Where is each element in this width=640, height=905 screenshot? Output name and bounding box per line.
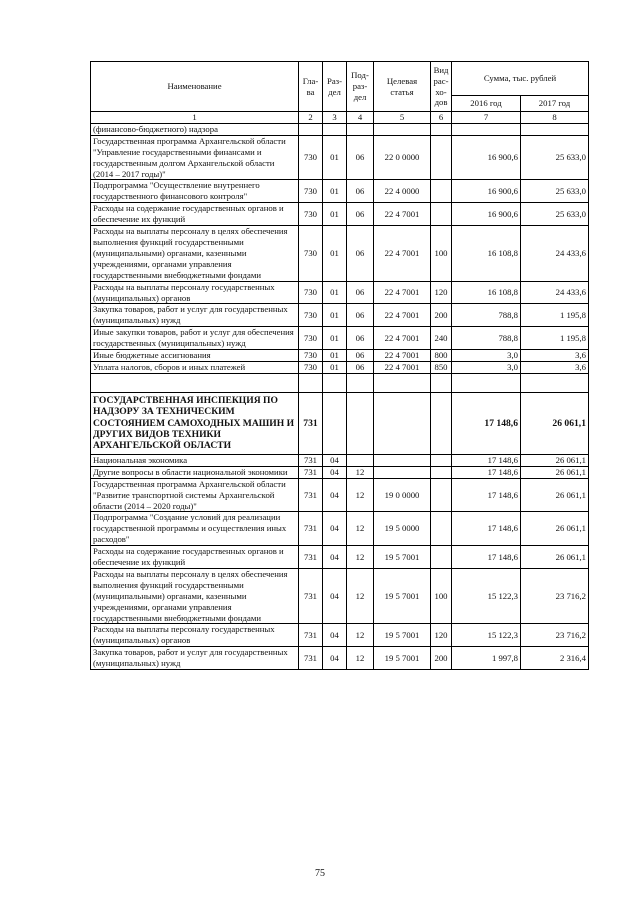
cell-razdel: 04 <box>323 454 347 466</box>
empty-cell <box>452 373 521 392</box>
cell-glava: 730 <box>299 350 323 362</box>
cell-glava: 730 <box>299 281 323 304</box>
cell-sum-2016: 17 148,6 <box>452 478 521 512</box>
empty-cell <box>347 373 374 392</box>
cell-article: 22 4 7001 <box>374 350 431 362</box>
cell-glava: 731 <box>299 478 323 512</box>
cell-podrazdel: 12 <box>347 546 374 569</box>
cell-vid <box>431 392 452 454</box>
cell-podrazdel: 06 <box>347 203 374 226</box>
cell-vid <box>431 123 452 135</box>
cell-name: Подпрограмма "Осуществление внутреннего государственного финансового контроля" <box>91 180 299 203</box>
column-number: 2 <box>299 112 323 124</box>
cell-vid: 100 <box>431 226 452 282</box>
cell-article <box>374 392 431 454</box>
cell-glava: 731 <box>299 568 323 624</box>
empty-cell <box>431 373 452 392</box>
cell-sum-2017: 1 195,8 <box>521 327 589 350</box>
cell-sum-2016 <box>452 123 521 135</box>
col-header-2016: 2016 год <box>452 96 521 112</box>
cell-name: Расходы на выплаты персоналу государственных (муниципальных) органов <box>91 624 299 647</box>
cell-article: 19 5 7001 <box>374 624 431 647</box>
cell-razdel <box>323 392 347 454</box>
cell-name: Расходы на содержание государственных органов и обеспечение их функций <box>91 203 299 226</box>
cell-article: 22 4 7001 <box>374 304 431 327</box>
cell-sum-2016: 788,8 <box>452 327 521 350</box>
table-row <box>91 568 589 624</box>
cell-article: 19 5 0000 <box>374 512 431 546</box>
col-header-article: Целевая статья <box>374 62 431 112</box>
cell-article: 22 4 7001 <box>374 327 431 350</box>
cell-sum-2016: 16 108,8 <box>452 226 521 282</box>
col-header-razdel: Раз- дел <box>323 62 347 112</box>
column-number: 8 <box>521 112 589 124</box>
cell-vid: 240 <box>431 327 452 350</box>
empty-cell <box>299 373 323 392</box>
cell-vid: 200 <box>431 304 452 327</box>
col-header-glava: Гла- ва <box>299 62 323 112</box>
col-header-sum: Сумма, тыс. рублей <box>452 62 589 96</box>
table-row <box>91 135 589 180</box>
cell-podrazdel: 12 <box>347 624 374 647</box>
table-row <box>91 361 589 373</box>
cell-razdel: 04 <box>323 647 347 670</box>
column-number: 1 <box>91 112 299 124</box>
table-row <box>91 624 589 647</box>
cell-sum-2017: 25 633,0 <box>521 180 589 203</box>
empty-cell <box>374 373 431 392</box>
cell-glava: 731 <box>299 512 323 546</box>
table-row <box>91 350 589 362</box>
cell-vid <box>431 180 452 203</box>
cell-sum-2017: 3,6 <box>521 361 589 373</box>
cell-vid <box>431 135 452 180</box>
cell-sum-2017: 24 433,6 <box>521 226 589 282</box>
cell-vid: 200 <box>431 647 452 670</box>
cell-vid <box>431 512 452 546</box>
cell-razdel <box>323 123 347 135</box>
cell-glava: 731 <box>299 546 323 569</box>
cell-article <box>374 123 431 135</box>
cell-razdel: 04 <box>323 512 347 546</box>
cell-sum-2016: 15 122,3 <box>452 624 521 647</box>
cell-sum-2016: 16 900,6 <box>452 203 521 226</box>
cell-sum-2017: 26 061,1 <box>521 392 589 454</box>
cell-sum-2017: 23 716,2 <box>521 568 589 624</box>
cell-vid <box>431 478 452 512</box>
cell-glava: 731 <box>299 647 323 670</box>
cell-sum-2016: 788,8 <box>452 304 521 327</box>
cell-podrazdel: 06 <box>347 180 374 203</box>
table-row <box>91 546 589 569</box>
table-row <box>91 304 589 327</box>
cell-glava: 731 <box>299 624 323 647</box>
cell-razdel: 01 <box>323 361 347 373</box>
table-body <box>91 123 589 669</box>
cell-podrazdel: 06 <box>347 226 374 282</box>
cell-glava: 731 <box>299 466 323 478</box>
cell-sum-2017: 23 716,2 <box>521 624 589 647</box>
cell-vid <box>431 466 452 478</box>
column-number: 7 <box>452 112 521 124</box>
column-number: 3 <box>323 112 347 124</box>
cell-vid <box>431 546 452 569</box>
cell-podrazdel: 06 <box>347 350 374 362</box>
budget-table <box>90 61 589 670</box>
cell-glava: 730 <box>299 180 323 203</box>
table-row <box>91 466 589 478</box>
cell-podrazdel <box>347 123 374 135</box>
cell-name: Закупка товаров, работ и услуг для государственных (муниципальных) нужд <box>91 647 299 670</box>
table-row <box>91 203 589 226</box>
cell-razdel: 01 <box>323 281 347 304</box>
cell-article: 22 4 0000 <box>374 180 431 203</box>
col-header-name: Наименование <box>91 62 299 112</box>
cell-razdel: 01 <box>323 203 347 226</box>
col-header-vid: Вид рас- хо- дов <box>431 62 452 112</box>
cell-glava: 730 <box>299 135 323 180</box>
cell-sum-2016: 17 148,6 <box>452 454 521 466</box>
cell-podrazdel: 12 <box>347 478 374 512</box>
cell-podrazdel: 12 <box>347 466 374 478</box>
cell-podrazdel <box>347 392 374 454</box>
cell-article: 22 0 0000 <box>374 135 431 180</box>
cell-sum-2017: 25 633,0 <box>521 203 589 226</box>
cell-sum-2016: 17 148,6 <box>452 392 521 454</box>
cell-sum-2016: 3,0 <box>452 361 521 373</box>
table-row <box>91 512 589 546</box>
column-number: 5 <box>374 112 431 124</box>
cell-razdel: 04 <box>323 466 347 478</box>
cell-sum-2017: 2 316,4 <box>521 647 589 670</box>
cell-sum-2017: 24 433,6 <box>521 281 589 304</box>
cell-article <box>374 466 431 478</box>
cell-vid: 120 <box>431 624 452 647</box>
cell-razdel: 04 <box>323 546 347 569</box>
cell-sum-2017: 26 061,1 <box>521 466 589 478</box>
cell-sum-2016: 17 148,6 <box>452 546 521 569</box>
cell-article: 19 5 7001 <box>374 568 431 624</box>
table-row <box>91 327 589 350</box>
cell-name: Расходы на выплаты персоналу в целях обеспечения выполнения функций государственными (муниципальными) органами, казенными учреждениями, органами управления государственными внебюджетными фондами <box>91 568 299 624</box>
cell-sum-2016: 17 148,6 <box>452 512 521 546</box>
cell-article: 19 0 0000 <box>374 478 431 512</box>
table-row <box>91 226 589 282</box>
cell-name: Государственная программа Архангельской области "Управление государственными финансами и государственным долгом Архангельской области (2014 – 2017 годы)" <box>91 135 299 180</box>
cell-sum-2017: 3,6 <box>521 350 589 362</box>
cell-name: Расходы на выплаты персоналу в целях обеспечения выполнения функций государственными (муниципальными) органами, казенными учреждениями, органами управления государственными внебюджетными фондами <box>91 226 299 282</box>
table-row <box>91 123 589 135</box>
cell-name: Иные бюджетные ассигнования <box>91 350 299 362</box>
cell-podrazdel: 06 <box>347 135 374 180</box>
cell-razdel: 01 <box>323 180 347 203</box>
cell-glava: 730 <box>299 226 323 282</box>
cell-article: 22 4 7001 <box>374 361 431 373</box>
cell-razdel: 01 <box>323 327 347 350</box>
cell-sum-2016: 17 148,6 <box>452 466 521 478</box>
cell-article <box>374 454 431 466</box>
page-number: 75 <box>315 868 325 879</box>
table-row <box>91 478 589 512</box>
cell-article: 22 4 7001 <box>374 226 431 282</box>
cell-razdel: 01 <box>323 350 347 362</box>
organization-row <box>91 392 589 454</box>
cell-article: 22 4 7001 <box>374 203 431 226</box>
cell-name: (финансово-бюджетного) надзора <box>91 123 299 135</box>
cell-podrazdel: 12 <box>347 568 374 624</box>
cell-name: Закупка товаров, работ и услуг для государственных (муниципальных) нужд <box>91 304 299 327</box>
table-row <box>91 281 589 304</box>
cell-razdel: 01 <box>323 226 347 282</box>
cell-razdel: 04 <box>323 624 347 647</box>
cell-article: 22 4 7001 <box>374 281 431 304</box>
cell-vid: 800 <box>431 350 452 362</box>
cell-sum-2016: 1 997,8 <box>452 647 521 670</box>
column-number: 6 <box>431 112 452 124</box>
cell-podrazdel <box>347 454 374 466</box>
cell-sum-2016: 15 122,3 <box>452 568 521 624</box>
cell-glava: 731 <box>299 392 323 454</box>
cell-name: Расходы на содержание государственных органов и обеспечение их функций <box>91 546 299 569</box>
cell-sum-2017: 26 061,1 <box>521 478 589 512</box>
cell-glava: 730 <box>299 327 323 350</box>
cell-article: 19 5 7001 <box>374 647 431 670</box>
cell-glava <box>299 123 323 135</box>
cell-vid: 120 <box>431 281 452 304</box>
cell-article: 19 5 7001 <box>374 546 431 569</box>
cell-glava: 730 <box>299 304 323 327</box>
cell-razdel: 04 <box>323 568 347 624</box>
cell-vid: 100 <box>431 568 452 624</box>
col-header-podrazdel: Под- раз- дел <box>347 62 374 112</box>
cell-sum-2017: 26 061,1 <box>521 546 589 569</box>
cell-razdel: 04 <box>323 478 347 512</box>
cell-sum-2017 <box>521 123 589 135</box>
cell-podrazdel: 12 <box>347 512 374 546</box>
cell-sum-2016: 16 108,8 <box>452 281 521 304</box>
cell-sum-2016: 16 900,6 <box>452 180 521 203</box>
column-number: 4 <box>347 112 374 124</box>
cell-sum-2017: 26 061,1 <box>521 454 589 466</box>
cell-sum-2016: 3,0 <box>452 350 521 362</box>
cell-glava: 730 <box>299 203 323 226</box>
empty-cell <box>521 373 589 392</box>
cell-glava: 731 <box>299 454 323 466</box>
cell-razdel: 01 <box>323 304 347 327</box>
cell-podrazdel: 12 <box>347 647 374 670</box>
cell-name: Подпрограмма "Создание условий для реализации государственной программы и осуществления иных расходов" <box>91 512 299 546</box>
cell-podrazdel: 06 <box>347 327 374 350</box>
cell-vid <box>431 203 452 226</box>
col-header-2017: 2017 год <box>521 96 589 112</box>
cell-name: Уплата налогов, сборов и иных платежей <box>91 361 299 373</box>
cell-name: Национальная экономика <box>91 454 299 466</box>
cell-sum-2017: 26 061,1 <box>521 512 589 546</box>
spacer-row <box>91 373 589 392</box>
cell-glava: 730 <box>299 361 323 373</box>
cell-vid: 850 <box>431 361 452 373</box>
cell-sum-2016: 16 900,6 <box>452 135 521 180</box>
cell-name: Иные закупки товаров, работ и услуг для обеспечения государственных (муниципальных) нужд <box>91 327 299 350</box>
empty-cell <box>323 373 347 392</box>
cell-name: ГОСУДАРСТВЕННАЯ ИНСПЕКЦИЯ ПО НАДЗОРУ ЗА ТЕХНИЧЕСКИМ СОСТОЯНИЕМ САМОХОДНЫХ МАШИН И ДРУГИХ ВИДОВ ТЕХНИКИ АРХАНГЕЛЬСКОЙ ОБЛАСТИ <box>91 392 299 454</box>
cell-razdel: 01 <box>323 135 347 180</box>
table-row <box>91 454 589 466</box>
empty-cell <box>91 373 299 392</box>
cell-name: Государственная программа Архангельской области "Развитие транспортной системы Архангельской области (2014 – 2020 годы)" <box>91 478 299 512</box>
table-row <box>91 180 589 203</box>
cell-podrazdel: 06 <box>347 361 374 373</box>
cell-podrazdel: 06 <box>347 281 374 304</box>
cell-name: Расходы на выплаты персоналу государственных (муниципальных) органов <box>91 281 299 304</box>
column-number-row <box>91 112 589 124</box>
cell-sum-2017: 1 195,8 <box>521 304 589 327</box>
cell-vid <box>431 454 452 466</box>
table-row <box>91 647 589 670</box>
cell-name: Другие вопросы в области национальной экономики <box>91 466 299 478</box>
cell-sum-2017: 25 633,0 <box>521 135 589 180</box>
cell-podrazdel: 06 <box>347 304 374 327</box>
